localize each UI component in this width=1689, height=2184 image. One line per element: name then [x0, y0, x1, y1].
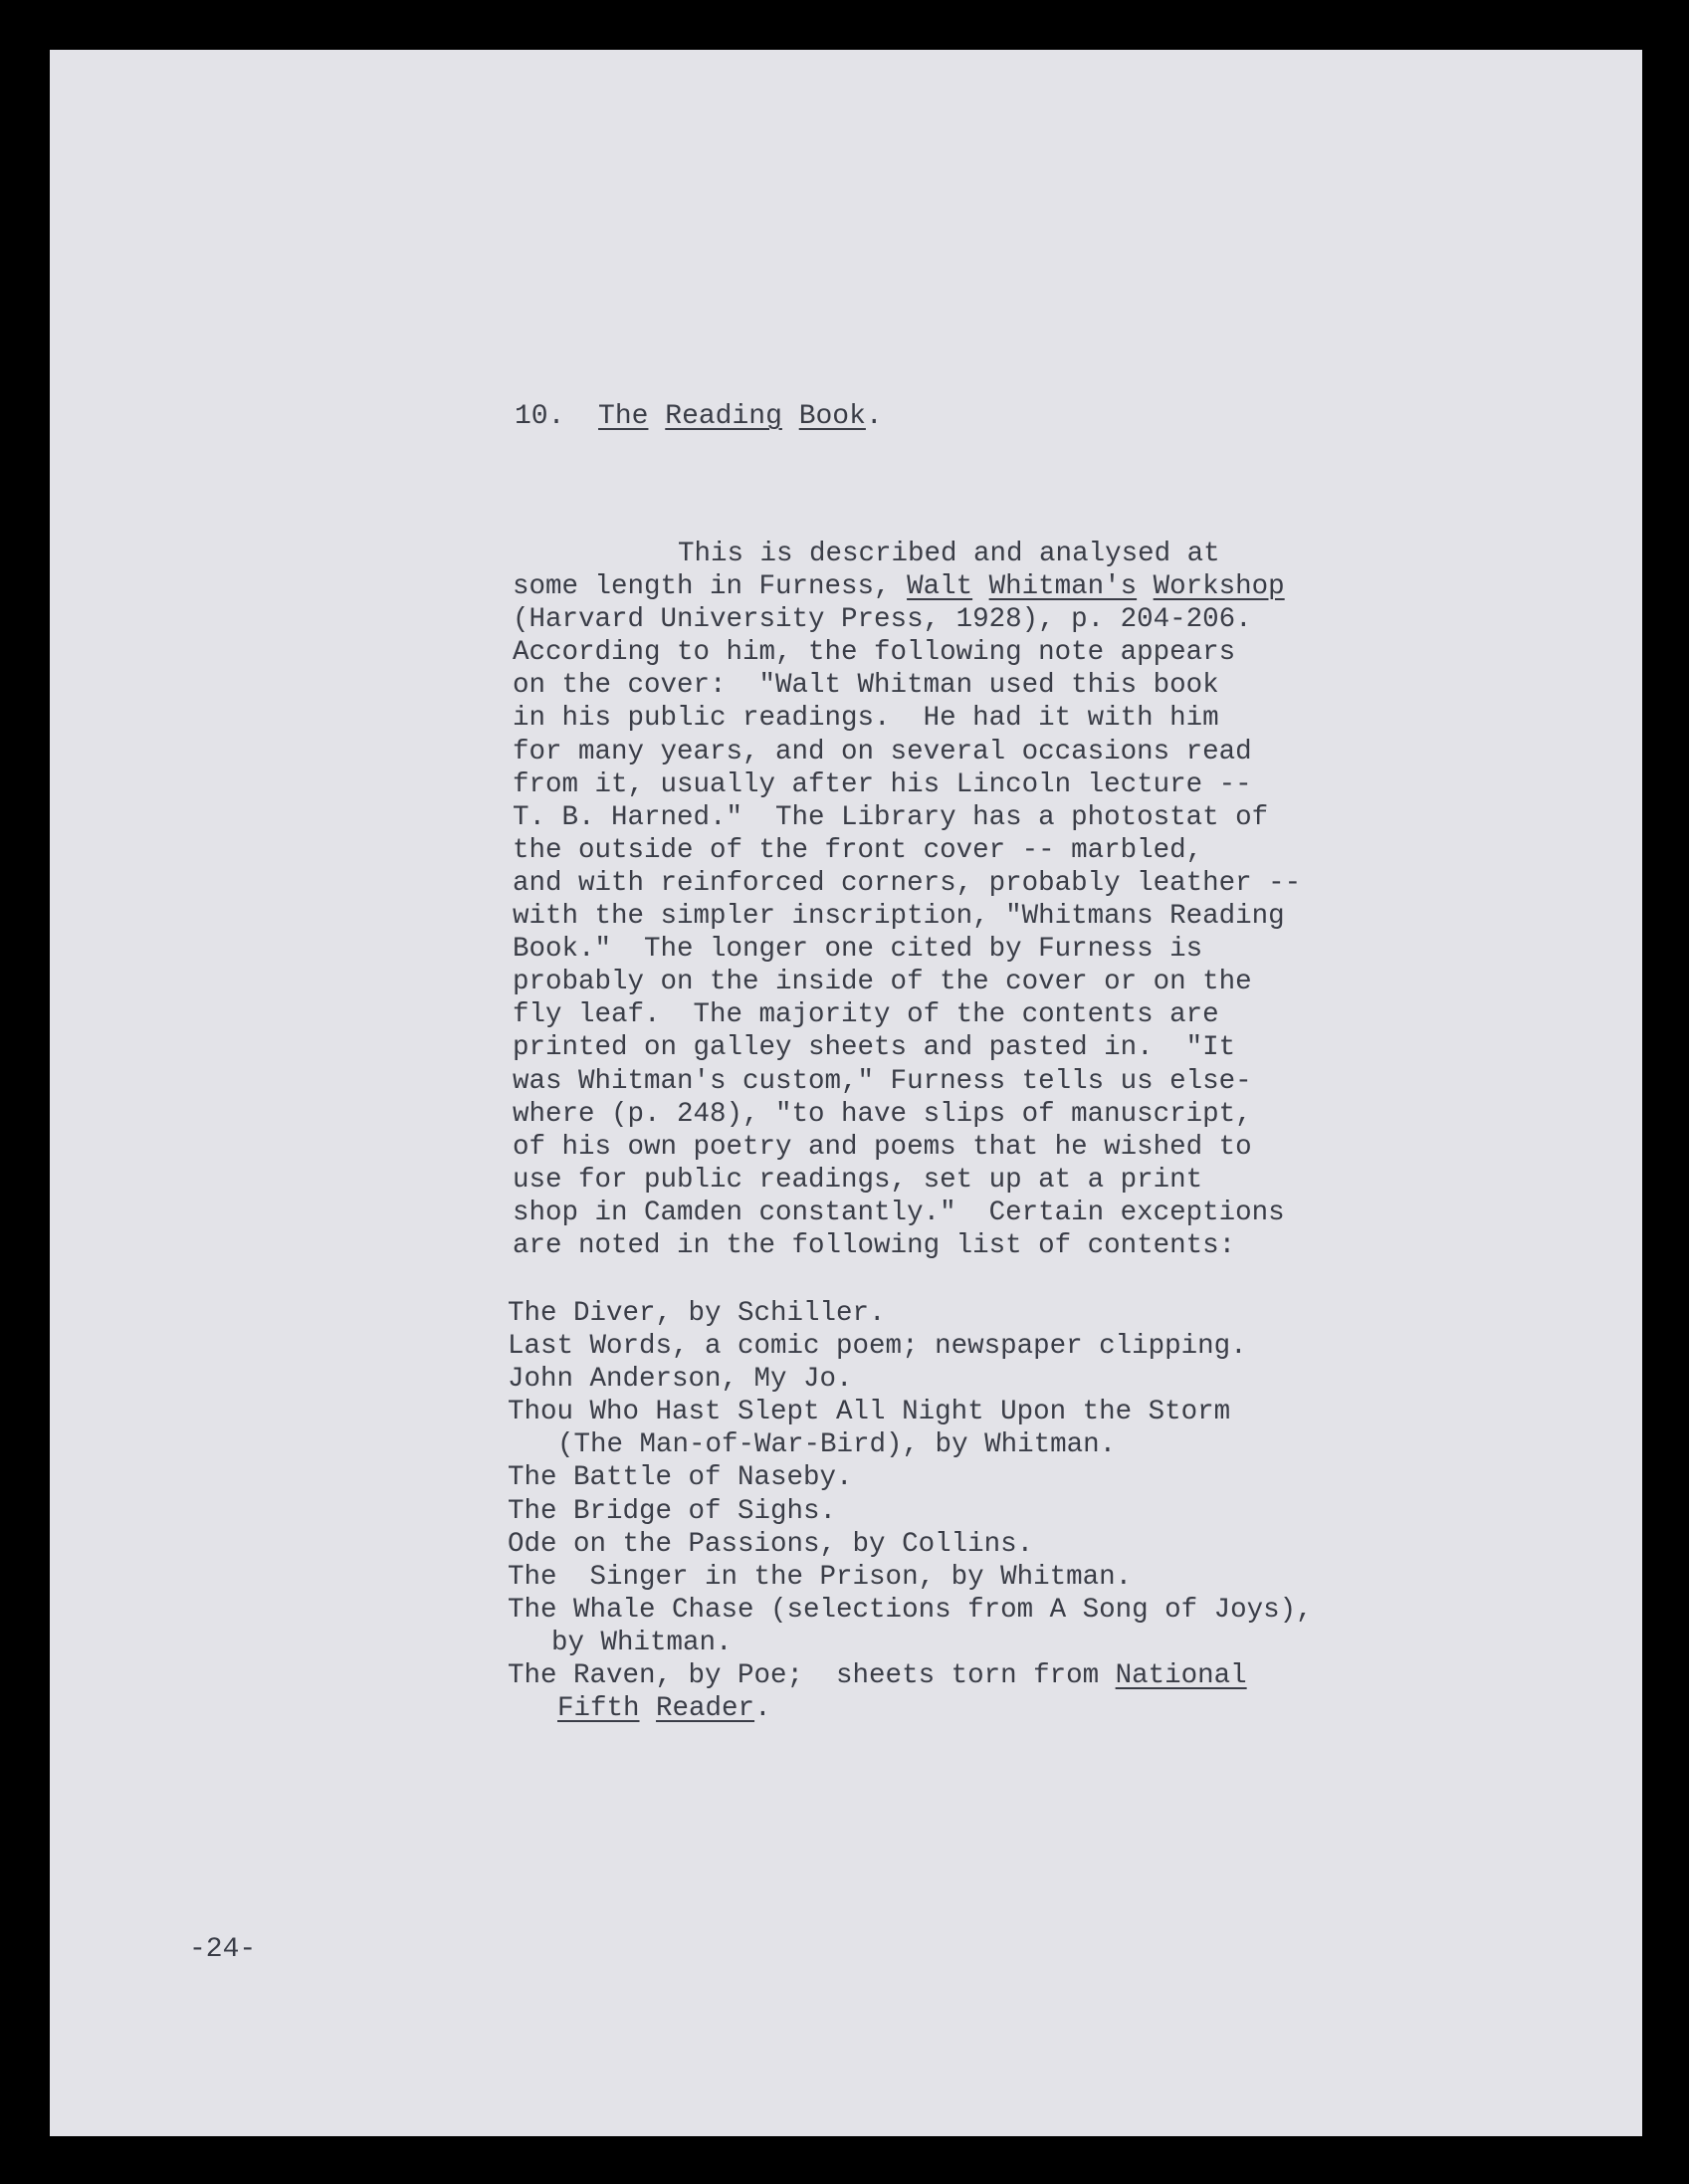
description-paragraph — [513, 538, 1301, 1262]
paragraph-line: printed on galley sheets and pasted in. "It — [513, 1032, 1236, 1064]
paragraph-line: (Harvard University Press, 1928), p. 204-206. — [513, 604, 1252, 636]
book-title-word: Walt — [907, 571, 973, 603]
heading-word-3: Book — [798, 401, 866, 432]
list-item: The Bridge of Sighs. — [508, 1495, 837, 1527]
section-heading — [515, 400, 883, 434]
paragraph-line: some length in Furness, Walt Whitman's Workshop — [513, 571, 1285, 603]
reader-title-word: Fifth — [557, 1693, 640, 1725]
paragraph-line: probably on the inside of the cover or on the — [513, 967, 1252, 998]
paragraph-line: from it, usually after his Lincoln lecture -- — [513, 768, 1252, 800]
heading-end: . — [865, 401, 883, 432]
list-item-continuation: Fifth Reader. — [557, 1693, 771, 1725]
paragraph-line: for many years, and on several occasions read — [513, 736, 1252, 767]
list-item: The Battle of Naseby. — [508, 1462, 853, 1494]
paragraph-line: According to him, the following note appears — [513, 637, 1236, 669]
reader-title-word: National — [1115, 1660, 1247, 1692]
paragraph-line: This is described and analysed at — [678, 539, 1220, 569]
list-item: The Singer in the Prison, by Whitman. — [508, 1561, 1133, 1593]
paragraph-line: Book." The longer one cited by Furness is — [513, 934, 1203, 966]
list-item-continuation: (The Man-of-War-Bird), by Whitman. — [557, 1429, 1117, 1461]
paragraph-line: fly leaf. The majority of the contents are — [513, 999, 1219, 1031]
paragraph-line: of his own poetry and poems that he wished to — [513, 1131, 1252, 1163]
heading-word-2: Reading — [665, 401, 782, 432]
book-title-word: Workshop — [1153, 571, 1285, 603]
list-item-continuation: by Whitman. — [551, 1627, 733, 1658]
paragraph-line: T. B. Harned." The Library has a photostat of — [513, 801, 1269, 833]
page-number: -24- — [189, 1934, 257, 1965]
paragraph-line: in his public readings. He had it with him — [513, 703, 1219, 735]
document-page — [50, 50, 1642, 2136]
list-item: The Raven, by Poe; sheets torn from National — [508, 1660, 1247, 1692]
paragraph-line: and with reinforced corners, probably leather -- — [513, 867, 1302, 899]
list-item: The Diver, by Schiller. — [508, 1298, 886, 1329]
list-item: The Whale Chase (selections from A Song of Joys), — [508, 1594, 1313, 1626]
heading-word-1: The — [598, 401, 649, 432]
list-item: Last Words, a comic poem; newspaper clipping. — [508, 1331, 1247, 1363]
paragraph-line: was Whitman's custom," Furness tells us else- — [513, 1065, 1252, 1097]
paragraph-line: on the cover: "Walt Whitman used this book — [513, 670, 1219, 702]
paragraph-line: are noted in the following list of contents: — [513, 1229, 1236, 1261]
paragraph-line: shop in Camden constantly." Certain exceptions — [513, 1197, 1285, 1228]
list-item: John Anderson, My Jo. — [508, 1364, 853, 1396]
paragraph-line: with the simpler inscription, "Whitmans Reading — [513, 901, 1285, 933]
reader-title-word: Reader — [656, 1693, 755, 1725]
paragraph-line: use for public readings, set up at a print — [513, 1164, 1203, 1196]
paragraph-line: the outside of the front cover -- marbled, — [513, 834, 1203, 866]
list-item: Ode on the Passions, by Collins. — [508, 1528, 1034, 1560]
book-title-word: Whitman's — [988, 571, 1138, 603]
list-item: Thou Who Hast Slept All Night Upon the Storm — [508, 1397, 1231, 1428]
heading-number: 10. — [515, 401, 565, 432]
paragraph-line: where (p. 248), "to have slips of manuscript, — [513, 1098, 1252, 1130]
contents-list — [508, 1297, 1313, 1725]
